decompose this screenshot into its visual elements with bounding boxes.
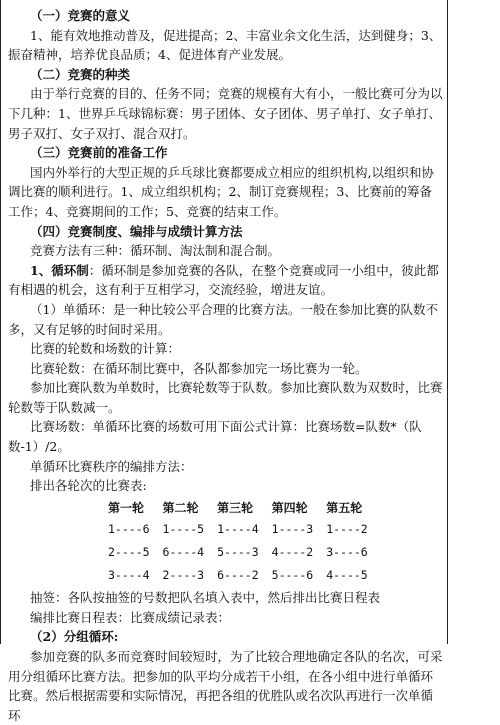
rounds-definition: 比赛轮数：在循环制比赛中，各队都参加完一场比赛为一轮。	[30, 360, 368, 376]
round-robin-paragraph	[8, 261, 444, 300]
pairing-cell: 2----5	[108, 545, 150, 560]
pairing-cell: 1----3	[271, 522, 314, 537]
group-round-robin-body: 参加竞赛的队多而竞赛时间较短时，为了比较合理地确定各队的名次，可采用分组循环比赛方法。把参加的队平均分成若干小组，在各小组中进行单循环比赛。然后根据需要和实际情况，再把各组的优胜队或名次队再进行一次单循环	[8, 649, 443, 723]
schedule-note: 编排比赛日程表：比赛成绩记录表：	[30, 609, 231, 625]
round-header: 第五轮	[326, 500, 363, 515]
round-header: 第四轮	[271, 500, 308, 515]
pairing-cell: 4----2	[271, 545, 314, 560]
pairing-cell: 3----6	[326, 545, 368, 560]
competition-methods: 竞赛方法有三种：循环制、淘汰制和混合制。	[30, 243, 281, 259]
pairing-cell: 1----2	[326, 522, 368, 537]
table-row	[108, 520, 381, 543]
pairing-cell: 6----2	[217, 567, 259, 582]
draw-paragraph: 抽签：各队按抽签的号数把队名填入表中，然后排出比赛日程表	[30, 590, 381, 606]
section-heading-system: （四）竞赛制度、编排与成绩计算方法	[30, 223, 243, 239]
group-round-robin-heading: （2）分组循环:	[30, 629, 119, 645]
table-intro: 排出各轮次的比赛表:	[30, 478, 147, 494]
pairing-cell: 5----6	[271, 567, 314, 582]
document-body	[8, 6, 444, 725]
round-schedule-table	[108, 499, 381, 588]
section-body-significance: 1、能有效地推动普及，促进提高；2、丰富业余文化生活，达到健身；3、振奋精神，培养优良品质；4、促进体育产业发展。	[8, 27, 442, 63]
rounds-rule: 参加比赛队数为单数时，比赛轮数等于队数。参加比赛队数为双数时，比赛轮数等于队数减一。	[8, 380, 443, 415]
round-header: 第三轮	[217, 500, 254, 515]
pairing-cell: 6----4	[162, 545, 205, 560]
table-row	[108, 543, 381, 566]
pairing-cell: 1----6	[108, 522, 150, 537]
pairing-cell: 4----5	[326, 567, 368, 582]
round-robin-title: 1、循环制	[30, 262, 89, 278]
section-body-types: 由于举行竞赛的目的、任务不同；竞赛的规模有大有小，一般比赛可分为以下几种：1、世界乒乓球锦标赛：男子团体、女子团体、男子单打、女子单打、男子双打、女子双打、混合双打。	[8, 86, 443, 141]
section-heading-significance: （一）竞赛的意义	[30, 8, 131, 23]
pairing-cell: 1----4	[217, 522, 259, 537]
pairing-cell: 5----3	[217, 545, 259, 560]
pairing-cell: 2----3	[162, 567, 205, 582]
calc-intro: 比赛的轮数和场数的计算：	[30, 341, 181, 357]
matches-rule: 比赛场数：单循环比赛的场数可用下面公式计算：比赛场数=队数*（队数-1）/2。	[8, 419, 422, 455]
section-body-preparation: 国内外举行的大型正规的乒乓球比赛都要成立相应的组织机构,以组织和协调比赛的顺利进行。1、成立组织机构；2、制订竞赛规程；3、比赛前的筹备工作；4、竞赛期间的工作；5、竞赛的结束工作。	[8, 164, 434, 219]
order-intro: 单循环比赛秩序的编排方法：	[30, 458, 193, 474]
pairing-cell: 1----5	[162, 522, 205, 537]
table-header-row	[108, 499, 381, 521]
pairing-cell: 3----4	[108, 567, 150, 582]
single-round-robin: （1）单循环：是一种比较公平合理的比赛方法。一般在参加比赛的队数不多，又有足够的时间时采用。	[8, 301, 438, 337]
section-heading-types: （二）竞赛的种类	[30, 66, 131, 82]
section-heading-preparation: （三）竞赛前的准备工作	[30, 145, 168, 161]
round-header: 第二轮	[162, 500, 199, 515]
table-column-divider	[447, 0, 448, 644]
round-header: 第一轮	[108, 500, 145, 515]
table-row	[108, 566, 381, 589]
round-robin-desc: ：循环制是参加竞赛的各队，在整个竞赛或同一小组中，彼此都有相遇的机会，这有利于互相学习，交流经验，增进友谊。	[8, 262, 439, 298]
